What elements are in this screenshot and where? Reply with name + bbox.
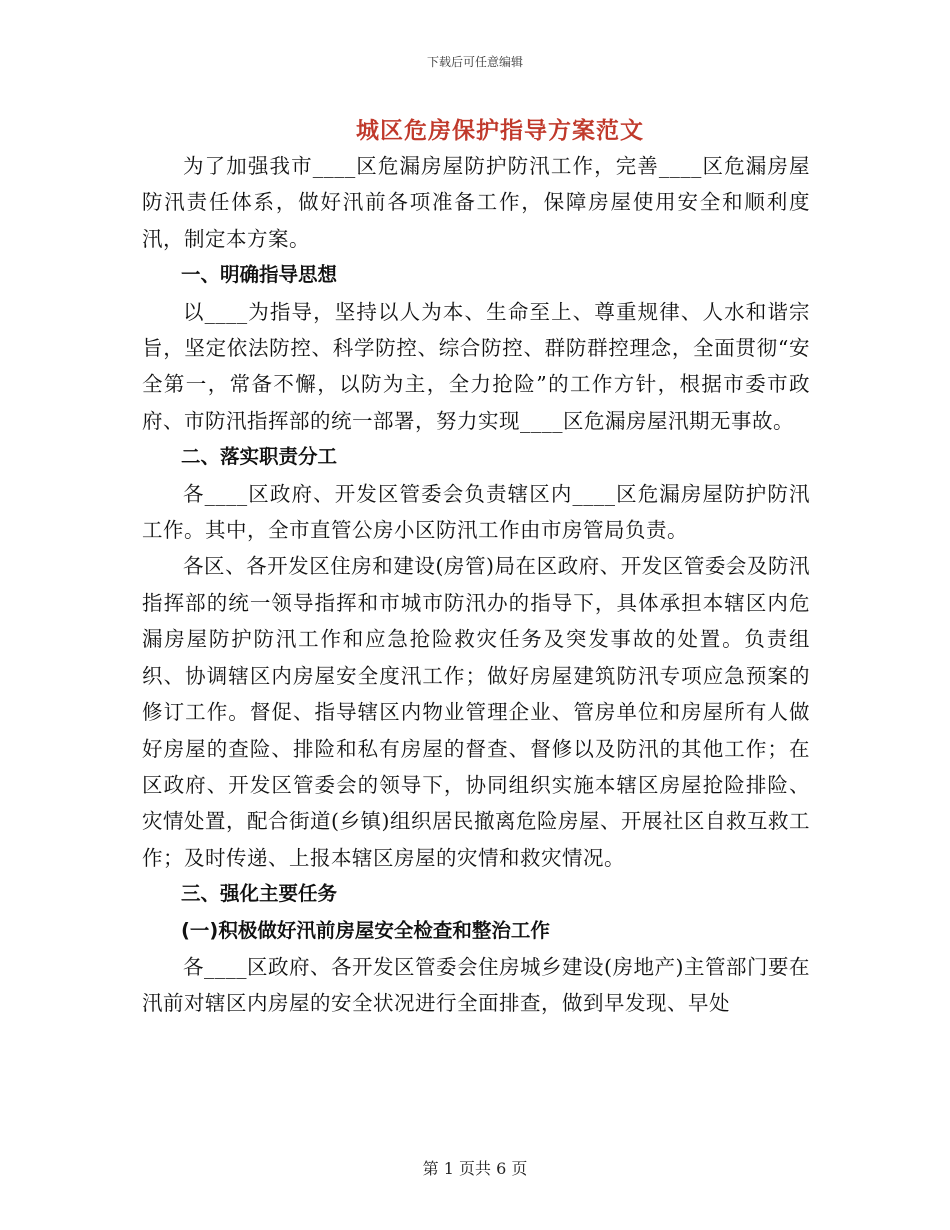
paragraph-inspection: 各____区政府、各开发区管委会住房城乡建设(房地产)主管部门要在汛前对辖区内房屋的安全状况进行全面排查，做到早发现、早处: [142, 954, 810, 1016]
document-body: [142, 148, 810, 1022]
paragraph-district-duties: 各区、各开发区住房和建设(房管)局在区政府、开发区管委会及防汛指挥部的统一领导指挥和市城市防汛办的指导下，具体承担本辖区内危漏房屋防护防汛工作和应急抢险救灾任务及突发事故的处置。负责组织、协调辖区内房屋安全度汛工作；做好房屋建筑防汛专项应急预案的修订工作。督促、指导辖区内物业管理企业、管房单位和房屋所有人做好房屋的查险、排险和私有房屋的督查、督修以及防汛的其他工作；在区政府、开发区管委会的领导下，协同组织实施本辖区房屋抢险排险、灾情处置，配合街道(乡镇)组织居民撤离危险房屋、开展社区自救互救工作；及时传递、上报本辖区房屋的灾情和救灾情况。: [142, 554, 810, 870]
paragraph-intro: 为了加强我市____区危漏房屋防护防汛工作，完善____区危漏房屋防汛责任体系，做好汛前各项准备工作，保障房屋使用安全和顺利度汛，制定本方案。: [142, 154, 810, 251]
paragraph-guiding-thought: 以____为指导，坚持以人为本、生命至上、尊重规律、人水和谐宗旨，坚定依法防控、科学防控、综合防控、群防群控理念，全面贯彻“安全第一，常备不懈，以防为主，全力抢险”的工作方针，根据市委市政府、市防汛指挥部的统一部署，努力实现____区危漏房屋汛期无事故。: [142, 299, 810, 433]
section-heading-3: 三、强化主要任务: [181, 882, 338, 906]
paragraph-responsibility: 各____区政府、开发区管委会负责辖区内____区危漏房屋防护防汛工作。其中，全市直管公房小区防汛工作由市房管局负责。: [142, 481, 810, 543]
document-title: 城区危房保护指导方案范文: [356, 117, 644, 144]
header-note: 下载后可任意编辑: [426, 55, 523, 69]
section-heading-2: 二、落实职责分工: [181, 445, 338, 469]
section-heading-1: 一、明确指导思想: [181, 263, 338, 287]
page-footer: 第 1 页共 6 页: [422, 1159, 528, 1178]
subsection-heading-1: (一)积极做好汛前房屋安全检查和整治工作: [181, 918, 550, 942]
